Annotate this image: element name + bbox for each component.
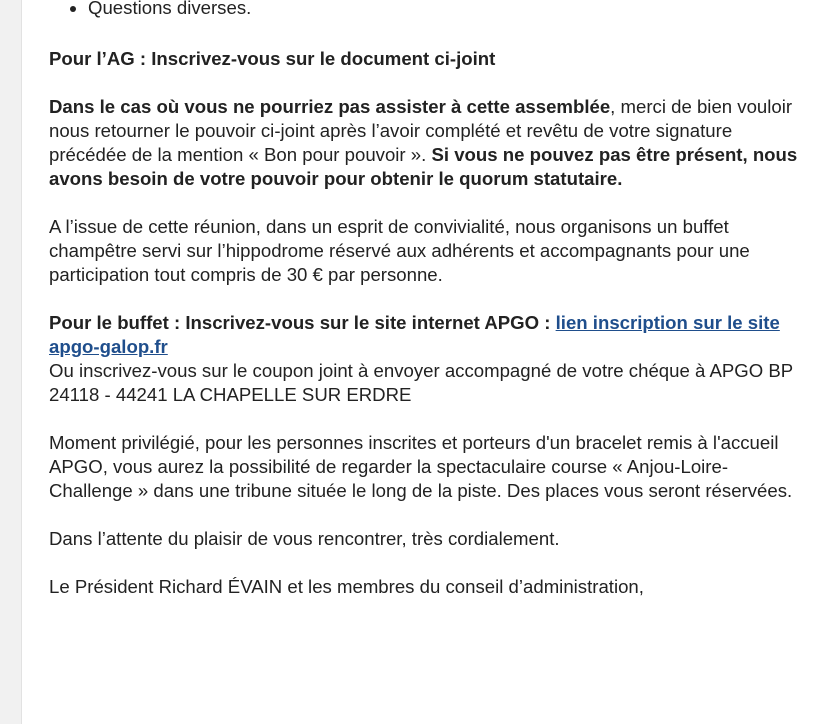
absence-bold-lead: Dans le cas où vous ne pourriez pas assister à cette assemblée: [49, 96, 611, 117]
buffet-registration: [49, 311, 799, 407]
privilege-paragraph: Moment privilégié, pour les personnes inscrites et porteurs d'un bracelet remis à l'accueil APGO, vous aurez la possibilité de regarder la spectaculaire course « Anjou-Loire-Challenge » dans une tribune située le long de la piste. Des places vous seront réservées.: [49, 432, 793, 501]
buffet-heading: Pour le buffet : Inscrivez-vous sur le site internet APGO :: [49, 312, 556, 333]
closing-line: Dans l’attente du plaisir de vous rencontrer, très cordialement.: [49, 528, 560, 549]
apgo-registration-link[interactable]: lien inscription sur le site apgo-galop.fr: [49, 312, 780, 357]
ag-heading-text: Pour l’AG : Inscrivez-vous sur le document ci-joint: [49, 48, 496, 69]
absence-paragraph: [49, 95, 799, 191]
quorum-notice: Si vous ne pouvez pas être présent, nous avons besoin de votre pouvoir pour obtenir le quorum statutaire.: [49, 144, 798, 189]
left-margin-border: [0, 0, 22, 724]
email-body: [49, 0, 799, 623]
coupon-text: Ou inscrivez-vous sur le coupon joint à envoyer accompagné de votre chéque à APGO BP 24118 - 44241 LA CHAPELLE SUR ERDRE: [49, 360, 793, 405]
buffet-paragraph: A l’issue de cette réunion, dans un esprit de convivialité, nous organisons un buffet champêtre servi sur l’hippodrome réservé aux adhérents et accompagnants pour une participation tout compris de 30 € par personne.: [49, 216, 750, 285]
list-item: • Questions diverses.: [88, 0, 799, 20]
agenda-list: [49, 0, 799, 20]
absence-text: , merci de bien vouloir nous retourner le pouvoir ci-joint après l’avoir complété et revêtu de votre signature précédée de la mention « Bon pour pouvoir ».: [49, 96, 793, 165]
ag-heading: [49, 47, 799, 71]
signature-line: Le Président Richard ÉVAIN et les membres du conseil d’administration,: [49, 576, 644, 597]
